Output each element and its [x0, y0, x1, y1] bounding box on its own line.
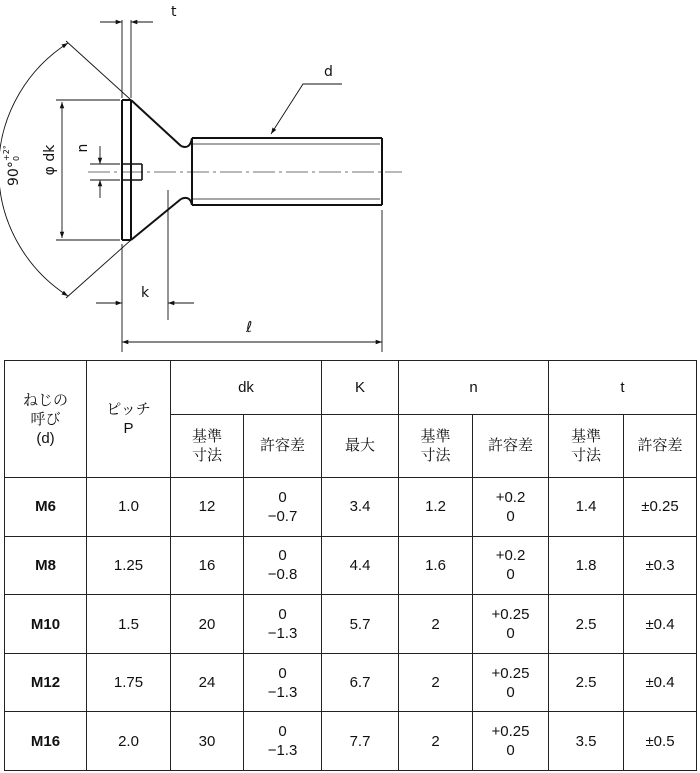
cell-dk: 24 — [171, 653, 244, 712]
cell-dk: 16 — [171, 536, 244, 595]
cell-k: 3.4 — [322, 478, 399, 537]
header-pitch: ピッチ P — [87, 361, 171, 478]
cell-n: 2 — [399, 653, 473, 712]
label-d: d — [324, 64, 333, 80]
header-dk-tolerance: 許容差 — [244, 414, 322, 478]
cell-thread: M16 — [5, 712, 87, 771]
header-t: t — [549, 361, 697, 415]
label-dk: φ dk — [42, 144, 58, 176]
cell-dk: 30 — [171, 712, 244, 771]
cell-k: 5.7 — [322, 595, 399, 654]
label-k: k — [141, 285, 150, 301]
cell-dk: 12 — [171, 478, 244, 537]
header-dk-nominal: 基準 寸法 — [171, 414, 244, 478]
label-n: n — [75, 143, 91, 153]
header-dk: dk — [171, 361, 322, 415]
header-thread-size: ねじの 呼び (d) — [5, 361, 87, 478]
cell-n: 2 — [399, 712, 473, 771]
cell-thread: M6 — [5, 478, 87, 537]
label-t: t — [171, 4, 177, 20]
screw-shank — [192, 138, 382, 205]
cell-dk-tol: 0 −1.3 — [244, 712, 322, 771]
label-angle-tol-zero: 0 — [12, 155, 21, 161]
cell-n-tol: +0.25 0 — [473, 595, 549, 654]
cell-n: 1.2 — [399, 478, 473, 537]
cell-pitch: 2.0 — [87, 712, 171, 771]
screw-technical-drawing — [0, 0, 700, 358]
header-n-nominal: 基準 寸法 — [399, 414, 473, 478]
header-k-max: 最大 — [322, 414, 399, 478]
header-t-tolerance: 許容差 — [624, 414, 697, 478]
svg-text:90°: 90° — [6, 161, 22, 186]
cell-t-tol: ±0.25 — [624, 478, 697, 537]
cell-t-tol: ±0.4 — [624, 653, 697, 712]
cell-t: 1.4 — [549, 478, 624, 537]
spec-table — [4, 360, 697, 771]
header-t-nominal: 基準 寸法 — [549, 414, 624, 478]
cell-k: 7.7 — [322, 712, 399, 771]
cell-dk: 20 — [171, 595, 244, 654]
cell-pitch: 1.25 — [87, 536, 171, 595]
cell-n-tol: +0.25 0 — [473, 653, 549, 712]
cell-t: 2.5 — [549, 653, 624, 712]
label-length: ℓ — [246, 318, 253, 336]
header-n-tolerance: 許容差 — [473, 414, 549, 478]
cell-t-tol: ±0.5 — [624, 712, 697, 771]
cell-pitch: 1.0 — [87, 478, 171, 537]
cell-t: 3.5 — [549, 712, 624, 771]
screw-head — [122, 100, 192, 240]
cell-thread: M8 — [5, 536, 87, 595]
thread-root-lines — [192, 144, 380, 199]
cell-dk-tol: 0 −1.3 — [244, 653, 322, 712]
cell-n-tol: +0.2 0 — [473, 478, 549, 537]
cell-dk-tol: 0 −1.3 — [244, 595, 322, 654]
cell-thread: M12 — [5, 653, 87, 712]
cell-thread: M10 — [5, 595, 87, 654]
dimension-d-leader — [271, 84, 342, 134]
cell-pitch: 1.5 — [87, 595, 171, 654]
cell-dk-tol: 0 −0.8 — [244, 536, 322, 595]
header-n: n — [399, 361, 549, 415]
cell-t: 1.8 — [549, 536, 624, 595]
cell-k: 4.4 — [322, 536, 399, 595]
cell-t-tol: ±0.3 — [624, 536, 697, 595]
cell-pitch: 1.75 — [87, 653, 171, 712]
cell-n-tol: +0.25 0 — [473, 712, 549, 771]
header-k: K — [322, 361, 399, 415]
cell-t-tol: ±0.4 — [624, 595, 697, 654]
cell-k: 6.7 — [322, 653, 399, 712]
table-row — [5, 653, 697, 712]
cell-t: 2.5 — [549, 595, 624, 654]
table-row — [5, 478, 697, 537]
label-angle — [2, 145, 22, 186]
cell-n: 1.6 — [399, 536, 473, 595]
cell-n: 2 — [399, 595, 473, 654]
cell-dk-tol: 0 −0.7 — [244, 478, 322, 537]
table-row — [5, 712, 697, 771]
table-row — [5, 595, 697, 654]
table-row — [5, 536, 697, 595]
label-angle-tol-plus: +2° — [2, 145, 11, 161]
cell-n-tol: +0.2 0 — [473, 536, 549, 595]
extension-lines — [56, 20, 382, 352]
